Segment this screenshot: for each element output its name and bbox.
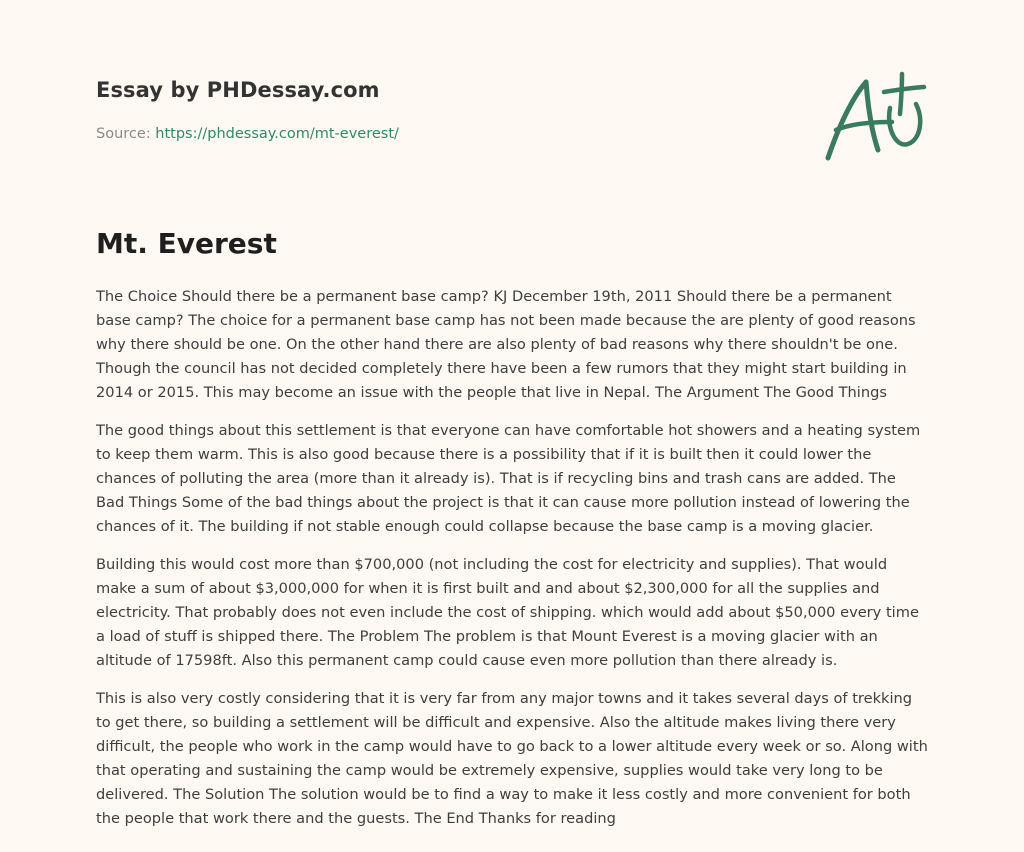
page-header (96, 76, 796, 144)
article-body (96, 285, 928, 845)
source-label: Source: (96, 126, 156, 142)
paragraph: The Choice Should there be a permanent base camp? KJ December 19th, 2011 Should there be a permanent base camp? The choice for a permanent base camp has not been made because the are plenty of good reasons why there should be one. On the other hand there are also plenty of bad reasons why there shouldn't be one. Though the council has not decided completely there have been a few rumors that they might start building in 2014 or 2015. This may become an issue with the people that live in Nepal. The Argument The Good Things (96, 288, 916, 401)
paragraph: Building this would cost more than $700,000 (not including the cost for electricity and supplies). That would make a sum of about $3,000,000 for when it is first built and and about $2,300,000 for all the supplies and electricity. That probably does not even include the cost of shipping. which would add about $50,000 every time a load of stuff is shipped there. The Problem The problem is that Mount Everest is a moving glacier with an altitude of 17598ft. Also this permanent camp could cause even more pollution than there already is. (96, 556, 919, 669)
source-line (96, 124, 796, 144)
paragraph: The good things about this settlement is that everyone can have comfortable hot showers and a heating system to keep them warm. This is also good because there is a possibility that if it is built then it could lower the chances of polluting the area (more than it already is). That is if recycling bins and trash cans are added. The Bad Things Some of the bad things about the project is that it can cause more pollution instead of lowering the chances of it. The building if not stable enough could collapse because the base camp is a moving glacier. (96, 422, 921, 535)
article-title: Mt. Everest (96, 227, 277, 260)
a-plus-grade-icon (822, 68, 932, 168)
source-link[interactable]: https://phdessay.com/mt-everest/ (155, 126, 399, 142)
brand-title: Essay by PHDessay.com (96, 78, 380, 102)
paragraph: This is also very costly considering that it is very far from any major towns and it takes several days of trekking to get there, so building a settlement will be difficult and expensive. Also the altitude makes living there very difficult, the people who work in the camp would have to go back to a lower altitude every week or so. Along with that operating and sustaining the camp would be extremely expensive, supplies would take very long to be delivered. The Solution The solution would be to find a way to make it less costly and more convenient for both the people that work there and the guests. The End Thanks for reading (96, 690, 928, 827)
